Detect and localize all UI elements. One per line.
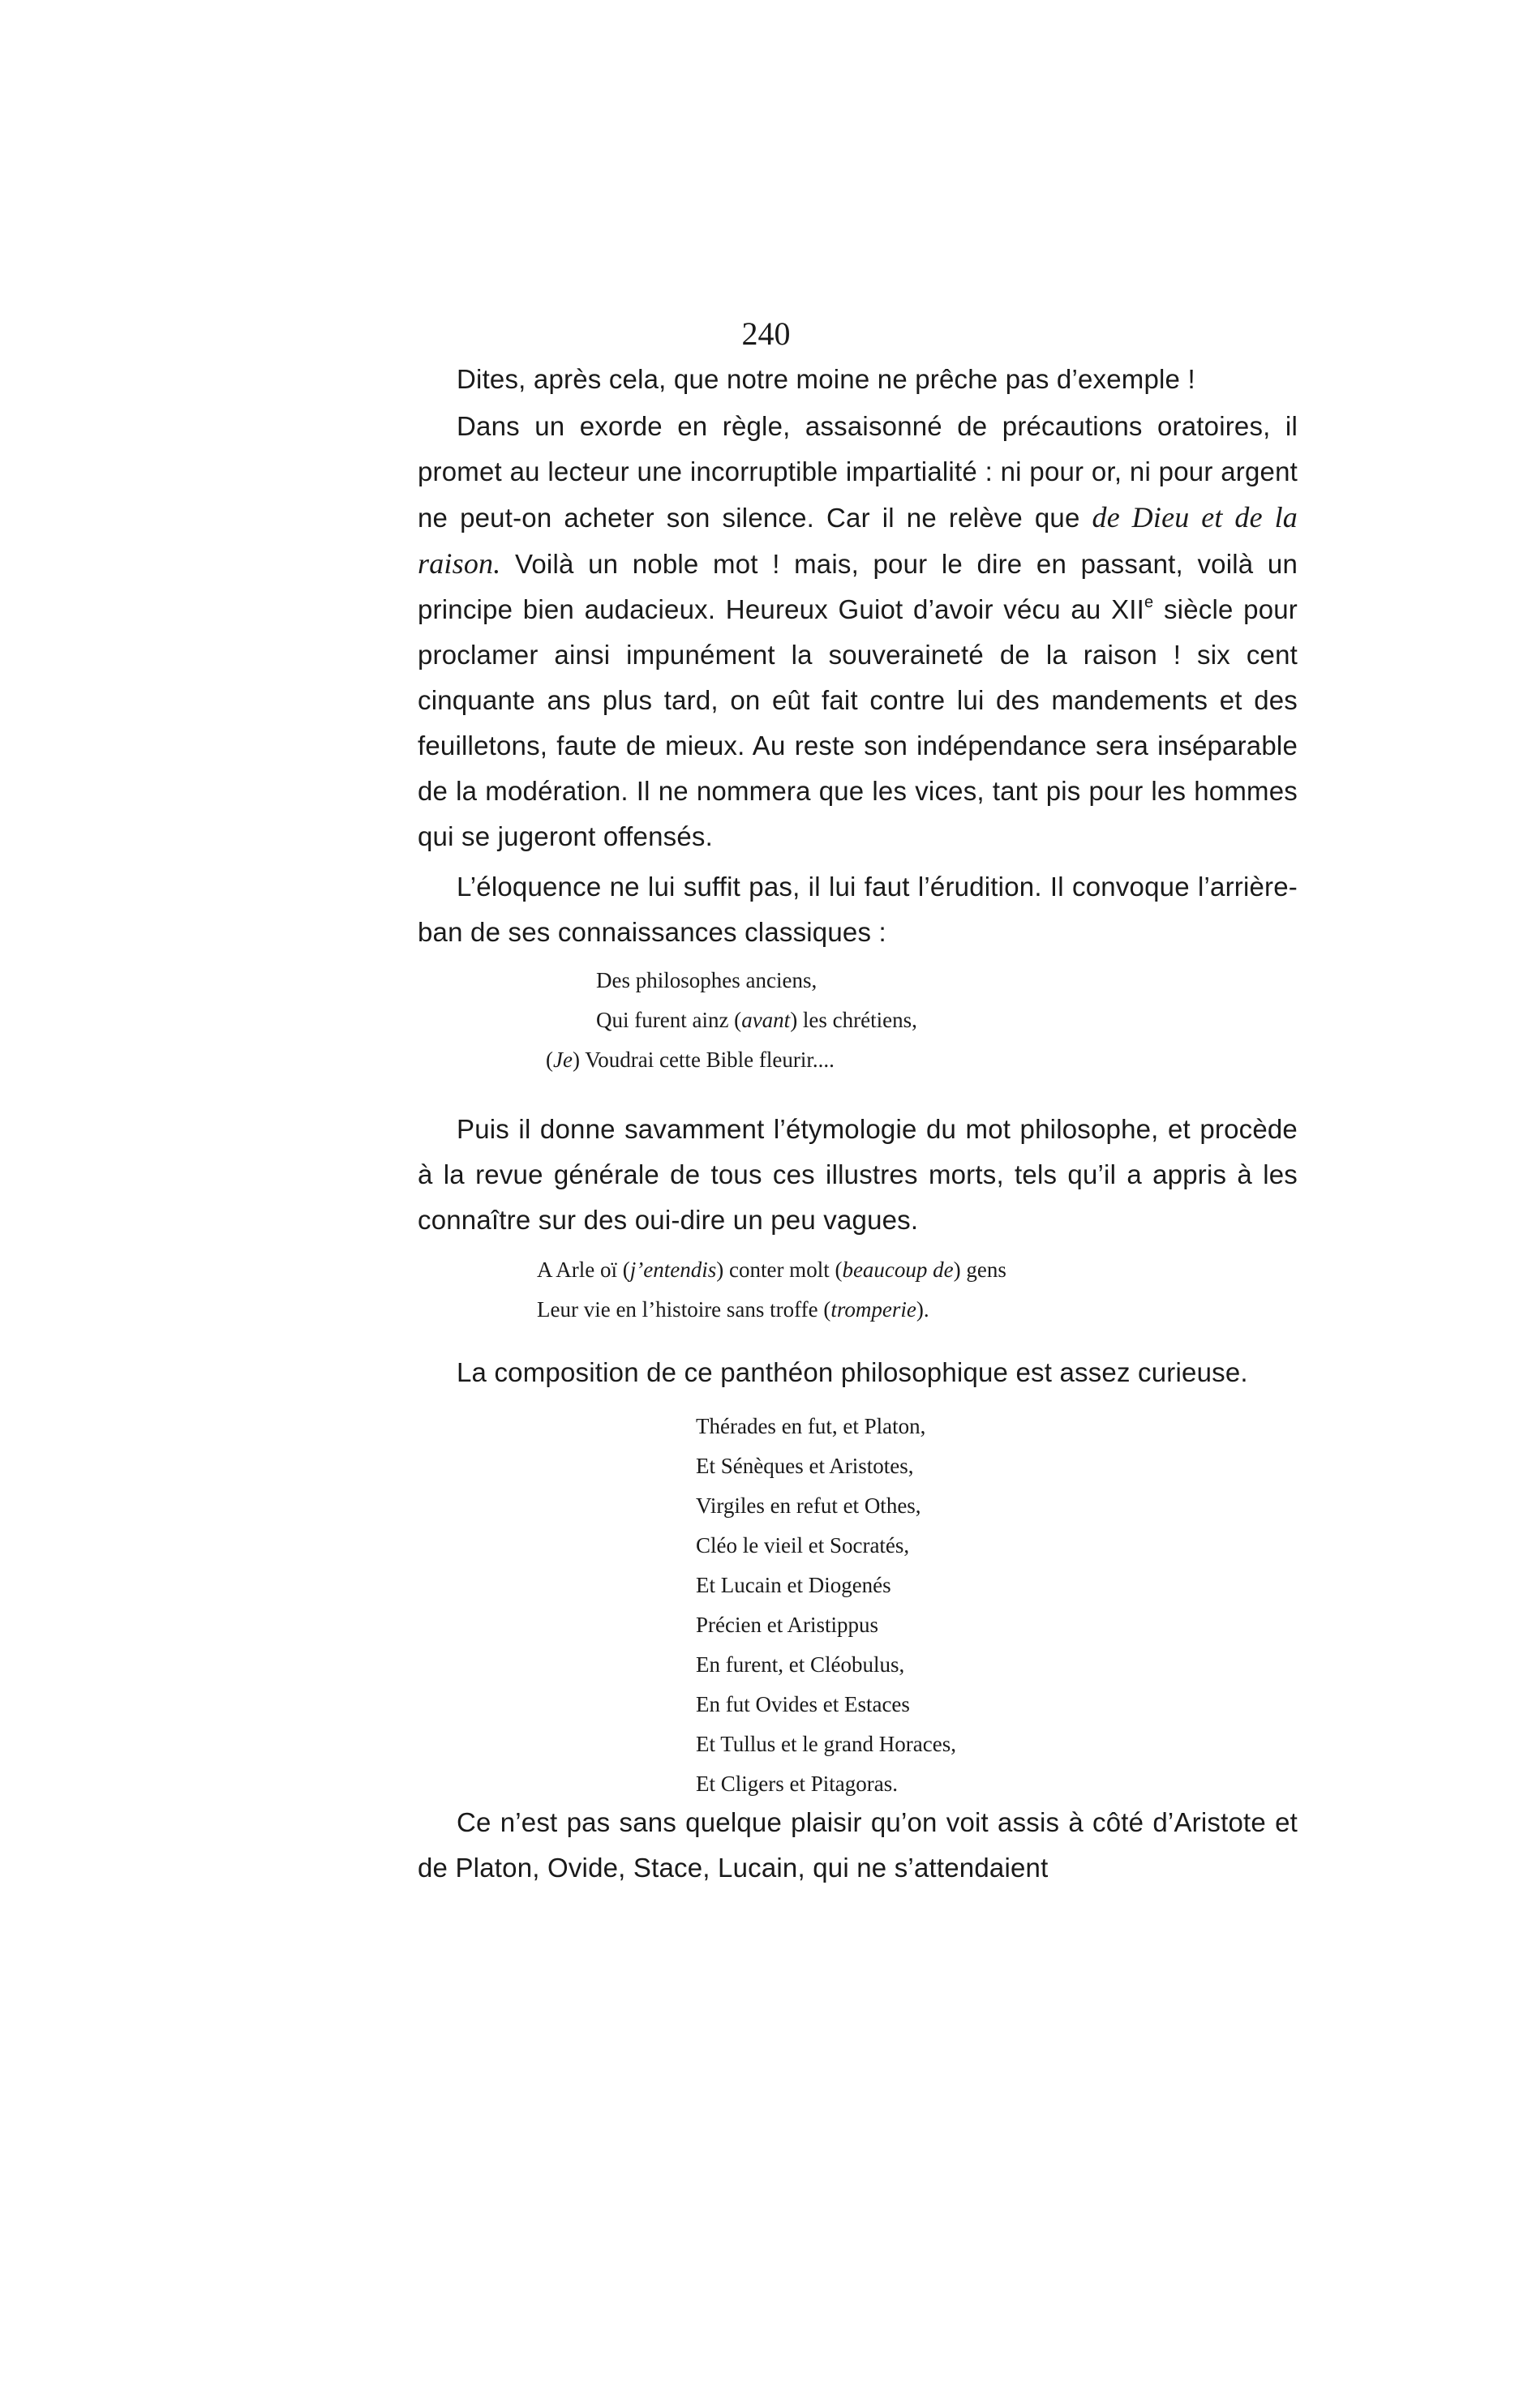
verse-line-text: Qui furent ainz ( — [596, 1008, 742, 1032]
verse-quote-2 — [537, 1250, 1006, 1330]
verse-line: Et Lucain et Diogenés — [696, 1573, 891, 1597]
verse-line: En fut Ovides et Estaces — [696, 1692, 910, 1716]
verse-line — [537, 1250, 1006, 1290]
verse-line: Thérades en fut, et Platon, — [696, 1414, 926, 1438]
verse-line-text: A Arle oï ( — [537, 1258, 630, 1282]
paragraph-2-text-a: Dans un exorde en règle, assaisonné de précautions oratoires, il promet au lecteur une incorruptible impartialité : ni pour or, ni pour argent ne peut-on acheter son silence. Car il ne relève que — [418, 411, 1298, 533]
verse-quote-1 — [546, 961, 917, 1080]
paragraph-3 — [418, 864, 1298, 955]
verse-line-text: ) conter molt ( — [716, 1258, 843, 1282]
verse-gloss: beaucoup de — [842, 1258, 954, 1282]
verse-line: Et Tullus et le grand Horaces, — [696, 1732, 956, 1756]
paragraph-5-text: La composition de ce panthéon philosophique est assez curieuse. — [457, 1357, 1248, 1387]
verse-line: Et Cligers et Pitagoras. — [696, 1772, 898, 1796]
paragraph-2-text-c: siècle pour proclamer ainsi impunément la souveraineté de la raison ! six cent cinquante ans plus tard, on eût fait contre lui des mandements et des feuilletons, faute de mieux. Au reste son indépendance sera inséparable de la modération. Il ne nommera que les vices, tant pis pour les hommes qui se jugeront offensés. — [418, 594, 1298, 851]
verse-line-text: ) gens — [953, 1258, 1006, 1282]
verse-line: Précien et Aristippus — [696, 1613, 878, 1637]
verse-line-text: ) Voudrai cette Bible fleurir.... — [572, 1048, 835, 1072]
verse-quote-3 — [696, 1407, 956, 1804]
verse-line: Cléo le vieil et Socratés, — [696, 1533, 910, 1557]
verse-line-text: ) les chrétiens, — [790, 1008, 917, 1032]
verse-line: Et Sénèques et Aristotes, — [696, 1454, 914, 1478]
verse-gloss: Je — [553, 1048, 573, 1072]
paragraph-6 — [418, 1800, 1298, 1891]
paragraph-2-text-b: Voilà un noble mot ! mais, pour le dire en passant, voilà un principe bien audacieux. Heureux Guiot d’avoir vécu au XII — [418, 549, 1298, 624]
paragraph-1 — [418, 357, 1298, 402]
verse-line — [546, 1040, 917, 1080]
paragraph-1-text: Dites, après cela, que notre moine ne prêche pas d’exemple ! — [457, 364, 1195, 394]
page-number: 240 — [741, 315, 791, 352]
paragraph-4 — [418, 1107, 1298, 1243]
paragraph-4-text: Puis il donne savamment l’étymologie du mot philosophe, et procède à la revue générale de tous ces illustres morts, tels qu’il a appris à les connaître sur des oui-dire un peu vagues. — [418, 1114, 1298, 1235]
verse-line: En furent, et Cléobulus, — [696, 1652, 905, 1677]
paragraph-5 — [418, 1350, 1298, 1395]
verse-gloss: avant — [741, 1008, 791, 1032]
verse-line — [596, 1000, 917, 1040]
century-superscript: e — [1144, 593, 1154, 611]
verse-line-text: ). — [916, 1297, 929, 1322]
verse-line: Virgiles en refut et Othes, — [696, 1493, 921, 1518]
paragraph-3-text: L’éloquence ne lui suffit pas, il lui faut l’érudition. Il convoque l’arrière-ban de ses connaissances classiques : — [418, 872, 1298, 947]
paragraph-2-italic: de Dieu et de la raison. — [418, 501, 1298, 580]
verse-line-text: Leur vie en l’histoire sans troffe ( — [537, 1297, 831, 1322]
verse-gloss: j’entendis — [629, 1258, 717, 1282]
paragraph-6-text: Ce n’est pas sans quelque plaisir qu’on voit assis à côté d’Aristote et de Platon, Ovide, Stace, Lucain, qui ne s’attendaient — [418, 1807, 1298, 1883]
verse-line — [596, 961, 917, 1000]
verse-line-text: ( — [546, 1048, 553, 1072]
verse-gloss: tromperie — [830, 1297, 916, 1322]
verse-line — [537, 1290, 1006, 1330]
verse-line-text: Des philosophes anciens, — [596, 968, 817, 992]
paragraph-2 — [418, 404, 1298, 859]
